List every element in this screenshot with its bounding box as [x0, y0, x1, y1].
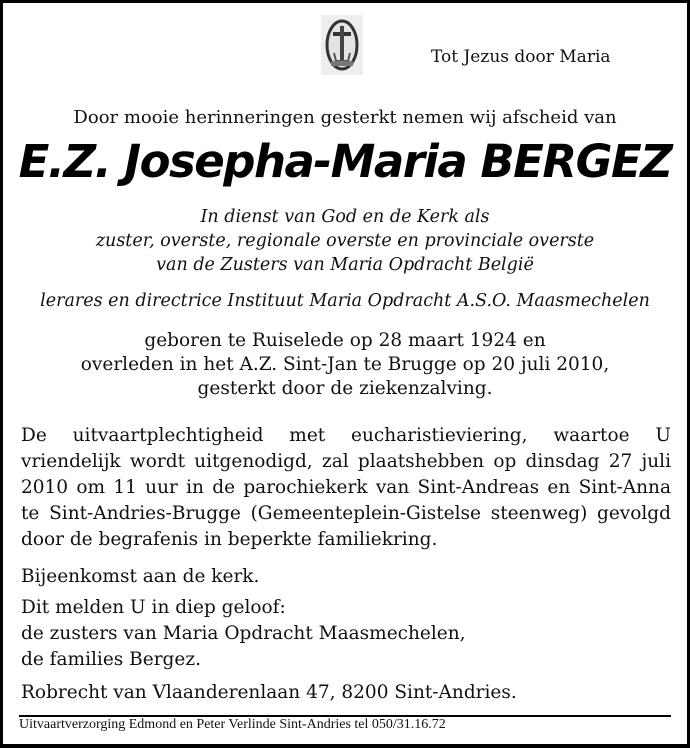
footer-text: Uitvaartverzorging Edmond en Peter Verlinde Sint-Andries tel 050/31.16.72	[19, 717, 446, 732]
funeral-paragraph: De uitvaartplechtigheid met eucharistieviering, waartoe U vriendelijk wordt uitgenodigd, zal plaatshebben op dinsdag 27 juli 2010 om 11 uur in de parochiekerk van Sint-Andreas en Sint-Anna te Sint-Andries-Brugge (Gemeenteplein-Gistelse steenweg) gevolgd door de begrafenis in beperkte familiekring.	[21, 425, 671, 550]
cross-anchor-emblem-icon	[321, 15, 363, 75]
deceased-name: E.Z. Josepha-Maria BERGEZ	[18, 135, 672, 188]
role-text: lerares en directrice Instituut Maria Opdracht A.S.O. Maasmechelen	[40, 291, 650, 311]
motto: Tot Jezus door Maria	[431, 47, 611, 67]
service-text	[3, 205, 687, 277]
address-text: Robrecht van Vlaanderenlaan 47, 8200 Sint-Andries.	[21, 682, 517, 703]
gathering-text: Bijeenkomst aan de kerk.	[21, 566, 260, 587]
announcer-line: Dit melden U in diep geloof:	[21, 597, 286, 618]
announcer-line: de zusters van Maria Opdracht Maasmechelen,	[21, 623, 466, 644]
service-line: In dienst van God en de Kerk als	[200, 207, 490, 227]
announcer-line: de families Bergez.	[21, 649, 201, 670]
announcers	[21, 595, 671, 673]
dates-text	[3, 329, 687, 401]
service-line: zuster, overste, regionale overste en provinciale overste	[95, 231, 595, 251]
service-line: van de Zusters van Maria Opdracht België	[156, 255, 534, 275]
dates-line: gesterkt door de ziekenzalving.	[197, 378, 493, 399]
dates-line: geboren te Ruiselede op 28 maart 1924 en	[144, 330, 546, 351]
dates-line: overleden in het A.Z. Sint-Jan te Brugge op 20 juli 2010,	[80, 354, 610, 375]
intro-text: Door mooie herinneringen gesterkt nemen wij afscheid van	[73, 107, 617, 128]
